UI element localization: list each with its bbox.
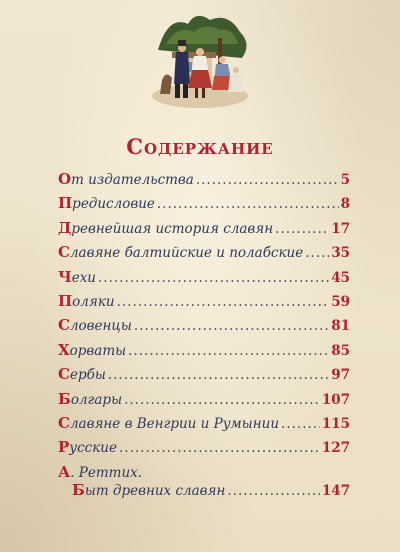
dot-leader	[108, 367, 329, 383]
toc-entry-text: оляки	[72, 293, 115, 310]
toc-entry-title	[58, 414, 279, 432]
toc-initial: О	[58, 170, 72, 188]
toc-entry[interactable]	[58, 268, 350, 292]
toc-entry[interactable]	[58, 194, 350, 218]
toc-entry-title	[58, 390, 122, 408]
toc-initial: Б	[72, 480, 85, 499]
toc-entry-title	[58, 194, 155, 212]
dot-leader	[305, 245, 329, 261]
toc-entry[interactable]	[58, 243, 350, 267]
toc-page-number: 97	[331, 367, 350, 384]
toc-page-number: 107	[321, 391, 350, 408]
toc-entry-text: ербы	[69, 367, 106, 384]
toc-initial: А	[58, 462, 71, 481]
toc-entry-text: ыт древних славян	[84, 482, 226, 499]
toc-entry-title	[58, 438, 117, 456]
toc-initial: С	[58, 413, 70, 432]
toc-entry-text: ехи	[71, 269, 97, 286]
toc-entry[interactable]	[58, 170, 350, 194]
dot-leader	[98, 270, 329, 286]
toc-initial: П	[58, 194, 73, 213]
toc-entry-text: редисловие	[72, 196, 155, 213]
toc-page-number: 81	[331, 318, 350, 335]
toc-entry-title	[58, 341, 126, 359]
toc-title-line	[58, 481, 350, 499]
toc-initial: С	[58, 316, 70, 335]
toc-page-number: 35	[331, 245, 350, 262]
toc-entry-last[interactable]	[58, 463, 350, 501]
toc-entry-title	[58, 243, 303, 261]
toc-entry[interactable]	[58, 390, 350, 414]
toc-page-number: 127	[321, 440, 350, 457]
toc-entry-text: т издательства	[71, 172, 194, 188]
table-of-contents	[58, 170, 350, 501]
dot-leader	[227, 483, 319, 499]
toc-entry-text: усские	[69, 440, 117, 457]
toc-page-number: 17	[331, 220, 350, 237]
toc-entry-text: олгары	[70, 391, 123, 408]
toc-page-number: 85	[331, 342, 350, 359]
dot-leader	[196, 172, 339, 188]
toc-entry[interactable]	[58, 341, 350, 365]
toc-author-line	[58, 463, 350, 481]
toc-entry-title	[58, 170, 194, 188]
toc-page-number: 147	[321, 482, 350, 499]
dot-leader	[157, 196, 339, 212]
toc-initial: Ч	[58, 267, 72, 286]
toc-entry-text: лавяне балтийские и полабские	[69, 245, 304, 262]
toc-entry[interactable]	[58, 365, 350, 389]
toc-initial: Б	[58, 389, 71, 408]
toc-entry[interactable]	[58, 414, 350, 438]
toc-entry-text: лавяне в Венгрии и Румынии	[69, 415, 280, 432]
dot-leader	[275, 221, 329, 237]
toc-author-text: . Реттих.	[70, 464, 143, 481]
toc-page-number: 115	[321, 415, 350, 432]
toc-entry-title	[58, 219, 273, 237]
toc-entry-title	[58, 316, 132, 334]
toc-entry[interactable]	[58, 219, 350, 243]
toc-entry-text: орваты	[69, 342, 127, 359]
toc-initial: С	[58, 365, 70, 384]
toc-author	[58, 463, 142, 481]
dot-leader	[134, 318, 329, 334]
toc-initial: П	[58, 291, 73, 310]
toc-entry-text: ловенцы	[69, 318, 132, 335]
vignette-illustration	[148, 10, 252, 110]
toc-page-number: 45	[331, 269, 350, 286]
dot-leader	[117, 294, 330, 310]
dot-leader	[119, 440, 320, 456]
toc-page-number: 5	[340, 172, 350, 188]
toc-initial: С	[58, 243, 70, 262]
dot-leader	[281, 416, 320, 432]
toc-entry[interactable]	[58, 292, 350, 316]
dot-leader	[128, 343, 329, 359]
toc-entry-title	[58, 268, 96, 286]
toc-entry[interactable]	[58, 438, 350, 462]
toc-entry-title	[58, 292, 115, 310]
toc-initial: Д	[58, 218, 72, 237]
toc-entry-title	[72, 481, 225, 499]
toc-initial: Х	[58, 340, 70, 359]
toc-entry-text: ревнейшая история славян	[71, 220, 274, 237]
toc-initial: Р	[58, 438, 70, 457]
toc-entry[interactable]	[58, 316, 350, 340]
toc-entry-title	[58, 365, 106, 383]
toc-page-number: 8	[340, 196, 350, 213]
toc-page-number: 59	[331, 293, 350, 310]
dot-leader	[124, 392, 320, 408]
page-title: Содержание	[126, 134, 274, 159]
